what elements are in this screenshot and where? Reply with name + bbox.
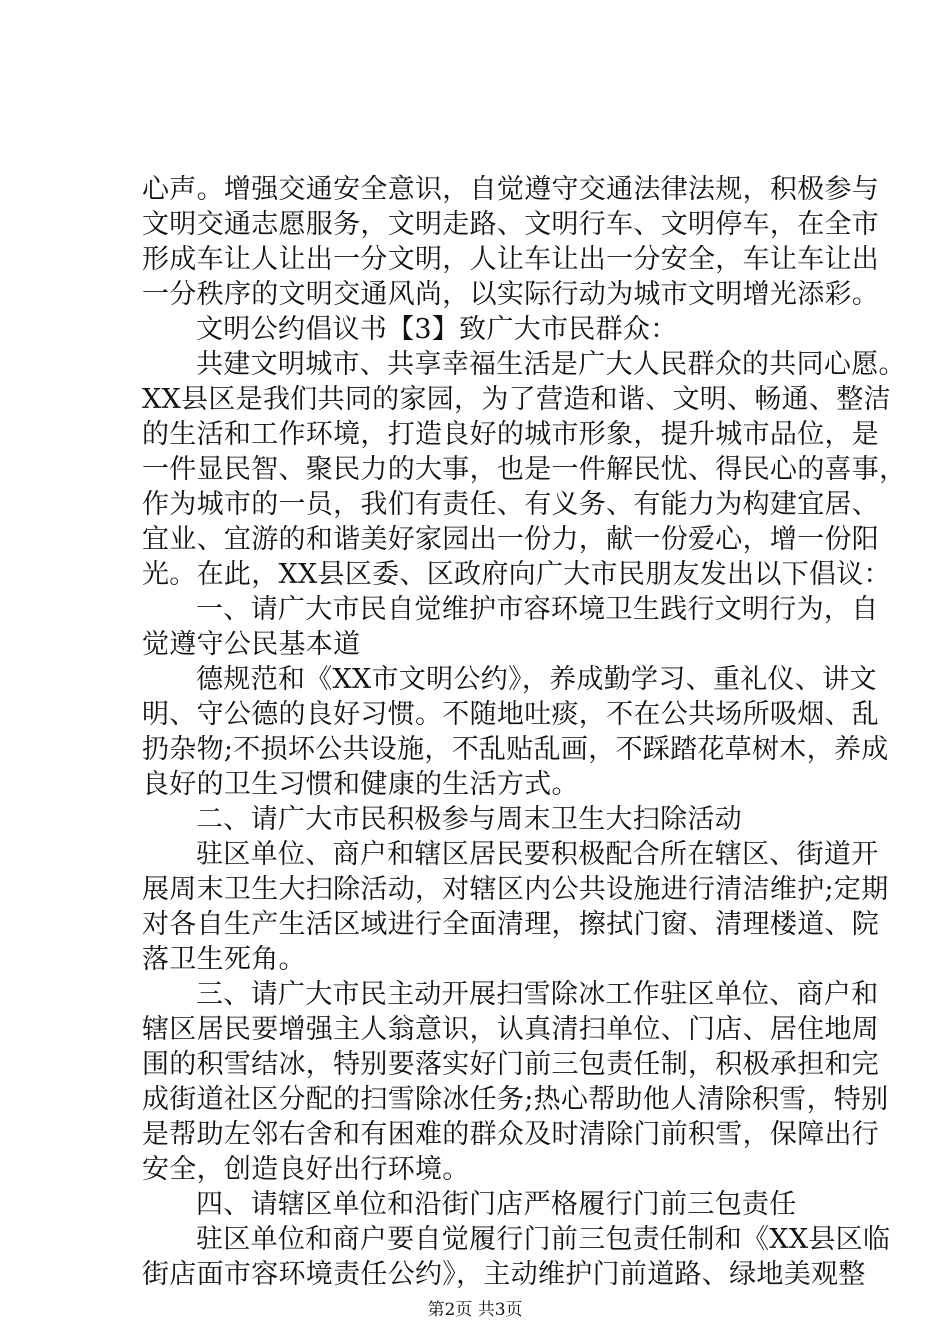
text-line: 光。在此，XX县区委、区政府向广大市民朋友发出以下倡议：: [142, 559, 891, 590]
section-heading: 四、请辖区单位和沿街门店严格履行门前三包责任: [196, 1189, 797, 1220]
text-line: 对各自生产生活区域进行全面清理，擦拭门窗、清理楼道、院: [142, 909, 880, 940]
text-line: XX县区是我们共同的家园，为了营造和谐、文明、畅通、整洁: [142, 384, 891, 415]
text-line: 觉遵守公民基本道: [142, 629, 361, 660]
text-line: 作为城市的一员，我们有责任、有义务、有能力为构建宜居、: [142, 489, 880, 520]
text-line: 的生活和工作环境，打造良好的城市形象，提升城市品位，是: [142, 419, 880, 450]
text-line: 三、请广大市民主动开展扫雪除冰工作驻区单位、商户和: [196, 979, 879, 1010]
text-line: 是帮助左邻右舍和有困难的群众及时清除门前积雪，保障出行: [142, 1119, 880, 1150]
text-line: 共建文明城市、共享幸福生活是广大人民群众的共同心愿。: [196, 349, 906, 380]
page-number-footer: 第2页 共3页: [427, 1300, 523, 1320]
text-line: 扔杂物;不损坏公共设施，不乱贴乱画，不踩踏花草树木，养成: [142, 734, 889, 765]
section-heading: 文明公约倡议书【3】致广大市民群众：: [196, 314, 678, 345]
text-line: 德规范和《XX市文明公约》，养成勤学习、重礼仪、讲文: [196, 664, 877, 695]
text-line: 安全，创造良好出行环境。: [142, 1154, 470, 1185]
text-line: 驻区单位和商户要自觉履行门前三包责任制和《XX县区临: [196, 1224, 891, 1255]
text-line: 展周末卫生大扫除活动，对辖区内公共设施进行清洁维护;定期: [142, 874, 889, 905]
text-line: 围的积雪结冰，特别要落实好门前三包责任制，积极承担和完: [142, 1049, 880, 1080]
text-line: 驻区单位、商户和辖区居民要积极配合所在辖区、街道开: [196, 839, 879, 870]
text-line: 辖区居民要增强主人翁意识，认真清扫单位、门店、居住地周: [142, 1014, 880, 1045]
text-line: 心声。增强交通安全意识，自觉遵守交通法律法规，积极参与: [142, 174, 880, 205]
text-line: 明、守公德的良好习惯。不随地吐痰，不在公共场所吸烟、乱: [142, 699, 880, 730]
text-line: 成街道社区分配的扫雪除冰任务;热心帮助他人清除积雪，特别: [142, 1084, 889, 1115]
text-line: 文明交通志愿服务，文明走路、文明行车、文明停车，在全市: [142, 209, 880, 240]
text-line: 良好的卫生习惯和健康的生活方式。: [142, 769, 579, 800]
text-line: 一件显民智、聚民力的大事，也是一件解民忧、得民心的喜事，: [142, 454, 907, 485]
text-line: 形成车让人让出一分文明，人让车让出一分安全，车让车让出: [142, 244, 880, 275]
text-line: 宜业、宜游的和谐美好家园出一份力，献一份爱心，增一份阳: [142, 524, 880, 555]
text-line: 一分秩序的文明交通风尚，以实际行动为城市文明增光添彩。: [142, 279, 880, 310]
text-line: 一、请广大市民自觉维护市容环境卫生践行文明行为，自: [196, 594, 879, 625]
section-heading: 二、请广大市民积极参与周末卫生大扫除活动: [196, 804, 742, 835]
text-line: 落卫生死角。: [142, 944, 306, 975]
text-line: 街店面市容环境责任公约》，主动维护门前道路、绿地美观整: [142, 1259, 866, 1290]
